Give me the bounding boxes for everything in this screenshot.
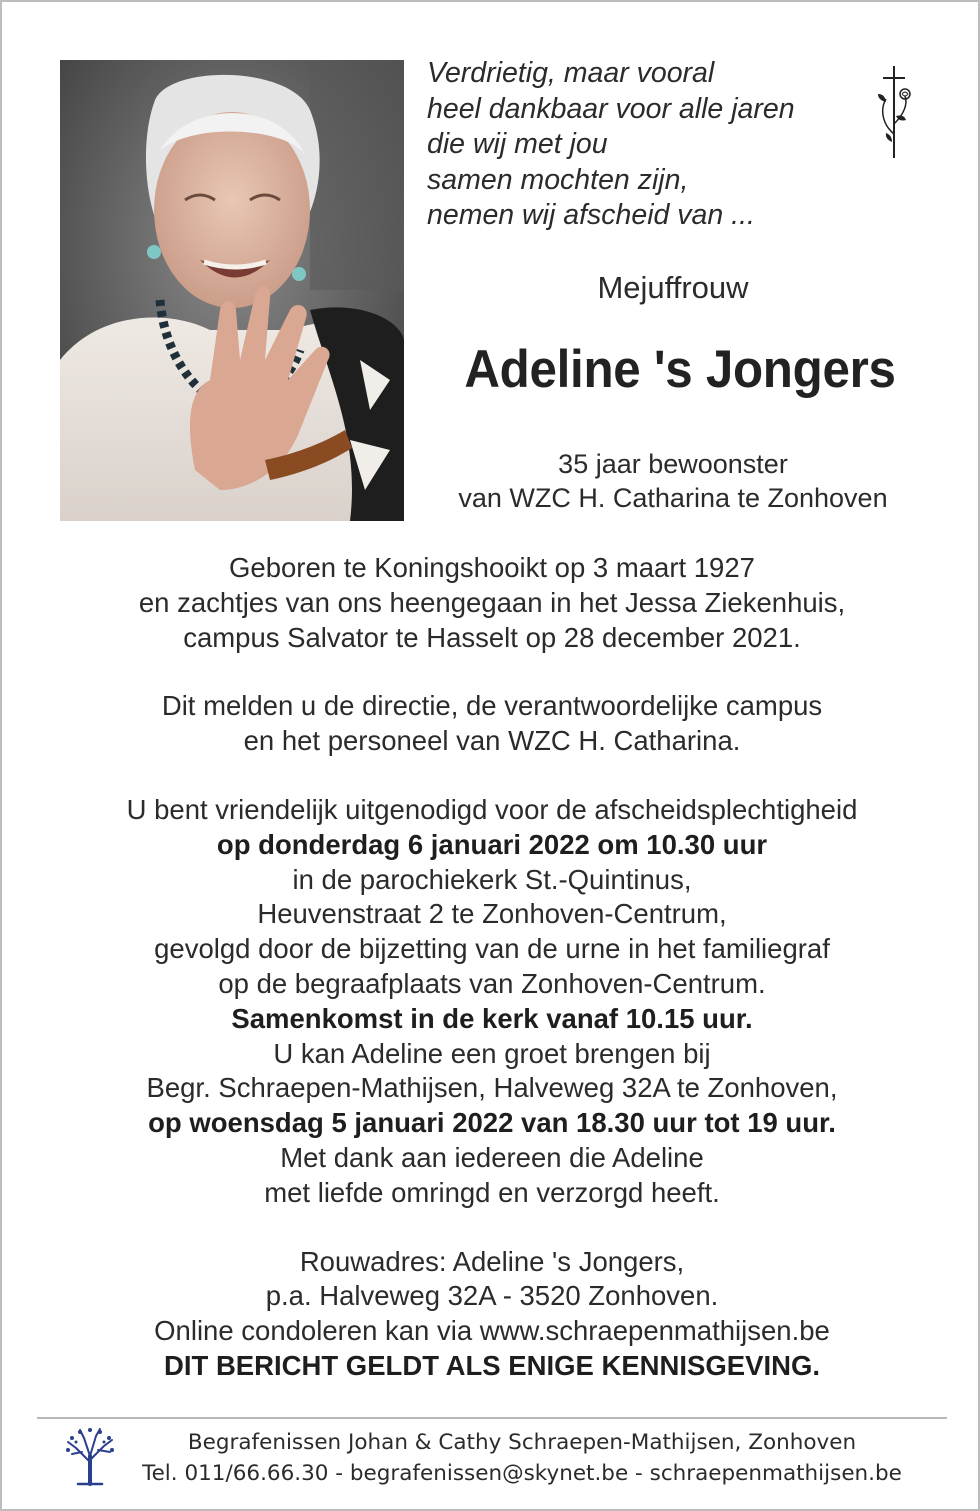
- gathering-time-bold: Samenkomst in de kerk vanaf 10.15 uur.: [231, 1002, 753, 1034]
- poem-line: samen mochten zijn,: [427, 163, 689, 196]
- visit-line: Begr. Schraepen-Mathijsen, Halveweg 32A te Zonhoven,: [146, 1072, 838, 1104]
- poem-line: die wij met jou: [427, 128, 608, 160]
- poem: [427, 56, 857, 234]
- poem-line: heel dankbaar voor alle jaren: [427, 92, 795, 125]
- thanks-line: met liefde omringd en verzorgd heeft.: [264, 1176, 720, 1208]
- paragraph-gap: [2, 655, 980, 689]
- residence-line: 35 jaar bewoonster: [558, 449, 788, 479]
- visit-line: U kan Adeline een groet brengen bij: [273, 1037, 711, 1069]
- notice-body: [2, 551, 980, 1384]
- residence-line: van WZC H. Catharina te Zonhoven: [458, 483, 888, 513]
- ceremony-invite: U bent vriendelijk uitgenodigd voor de afscheidsplechtigheid: [126, 793, 858, 825]
- poem-line: nemen wij afscheid van ...: [427, 199, 755, 231]
- birth-line: en zachtjes van ons heengegaan in het Jessa Ziekenhuis,: [138, 586, 846, 618]
- paragraph-gap: [2, 1211, 980, 1245]
- tree-logo-icon: [64, 1426, 116, 1488]
- funeral-home-footer: [122, 1427, 922, 1489]
- funeral-home-name: Begrafenissen Johan & Cathy Schraepen-Mathijsen, Zonhoven: [187, 1430, 857, 1455]
- ceremony-date-bold: op donderdag 6 januari 2022 om 10.30 uur: [216, 828, 768, 860]
- poem-line: Verdrietig, maar vooral: [427, 57, 715, 89]
- announce-line: Dit melden u de directie, de verantwoordelijke campus: [161, 690, 823, 722]
- visit-date-bold: op woensdag 5 januari 2022 van 18.30 uur tot 19 uur.: [148, 1107, 836, 1139]
- ceremony-address: Heuvenstraat 2 te Zonhoven-Centrum,: [257, 898, 727, 930]
- gathering-time: [2, 1002, 980, 1037]
- residence-info: [427, 447, 919, 515]
- announce-line: en het personeel van WZC H. Catharina.: [243, 725, 741, 757]
- paragraph-gap: [2, 759, 980, 793]
- thanks-line: Met dank aan iedereen die Adeline: [280, 1141, 704, 1173]
- cross-with-rose-icon: [872, 64, 916, 160]
- visit-date: [2, 1106, 980, 1141]
- deceased-name: Adeline 's Jongers: [464, 340, 896, 399]
- funeral-home-contact: Tel. 011/66.66.30 - begrafenissen@skynet.be - schraepenmathijsen.be: [142, 1461, 902, 1486]
- birth-line: Geboren te Koningshooikt op 3 maart 1927: [229, 552, 755, 583]
- online-condolence: Online condoleren kan via www.schraepenmathijsen.be: [154, 1315, 830, 1347]
- burial-line: op de begraafplaats van Zonhoven-Centrum.: [218, 967, 766, 999]
- sole-notice: [2, 1349, 980, 1384]
- mourning-address: p.a. Halveweg 32A - 3520 Zonhoven.: [265, 1280, 719, 1312]
- birth-line: campus Salvator te Hasselt op 28 december 2021.: [183, 621, 801, 653]
- honorific-title: Mejuffrouw: [597, 270, 749, 305]
- sole-notice-bold: DIT BERICHT GELDT ALS ENIGE KENNISGEVING.: [164, 1349, 820, 1381]
- ceremony-church: in de parochiekerk St.-Quintinus,: [292, 863, 692, 895]
- portrait-photo: [60, 60, 404, 521]
- mourning-address: Rouwadres: Adeline 's Jongers,: [299, 1245, 685, 1277]
- burial-line: gevolgd door de bijzetting van de urne in het familiegraf: [154, 933, 830, 965]
- footer-divider: [37, 1417, 947, 1419]
- ceremony-date: [2, 828, 980, 863]
